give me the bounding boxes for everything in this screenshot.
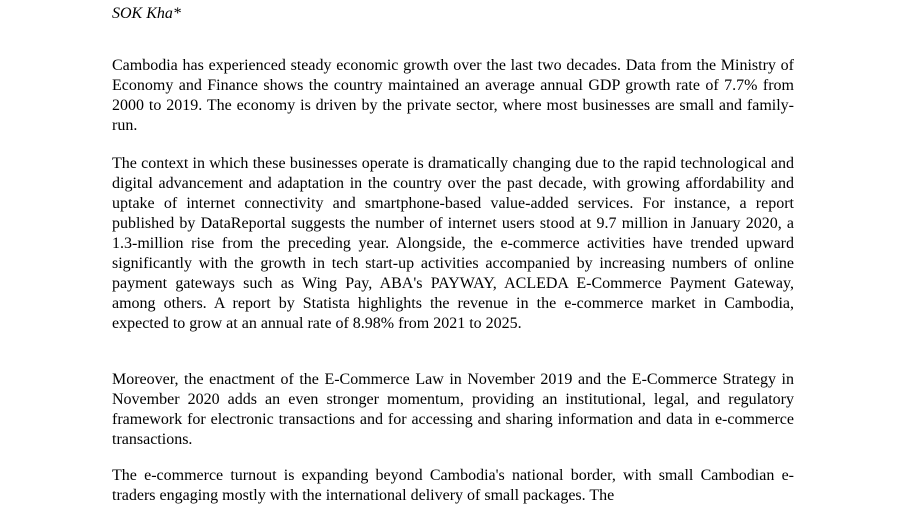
paragraph-digital-context: The context in which these businesses operate is dramatically changing due to the rapid technological and digital advancement and adaptation in the country over the past decade, with growing affordability and uptake of internet connectivity and smartphone-based value-added services. For instance, a report published by DataReportal suggests the number of internet users stood at 9.7 million in January 2020, a 1.3-million rise from the preceding year. Alongside, the e-commerce activities have trended upward significantly with the growth in tech start-up activities accompanied by increasing numbers of online payment gateways such as Wing Pay, ABA's PAYWAY, ACLEDA E-Commerce Payment Gateway, among others. A report by Statista highlights the revenue in the e-commerce market in Cambodia, expected to grow at an annual rate of 8.98% from 2021 to 2025. — [112, 155, 794, 332]
paragraph-ecommerce-law: Moreover, the enactment of the E-Commerce Law in November 2019 and the E-Commerce Strategy in November 2020 adds an even stronger momentum, providing an institutional, legal, and regulatory framework for electronic transactions and for accessing and sharing information and data in e-commerce transactions. — [112, 371, 794, 448]
paragraph-gdp-growth: Cambodia has experienced steady economic growth over the last two decades. Data from the Ministry of Economy and Finance shows the country maintained an average annual GDP growth rate of 7.7% from 2000 to 2019. The economy is driven by the private sector, where most businesses are small and family-run. — [112, 57, 794, 134]
paragraph-cross-border: The e-commerce turnout is expanding beyond Cambodia's national border, with small Cambodian e-traders engaging mostly with the international delivery of small packages. The — [112, 467, 794, 504]
author-byline: SOK Kha* — [112, 5, 181, 22]
